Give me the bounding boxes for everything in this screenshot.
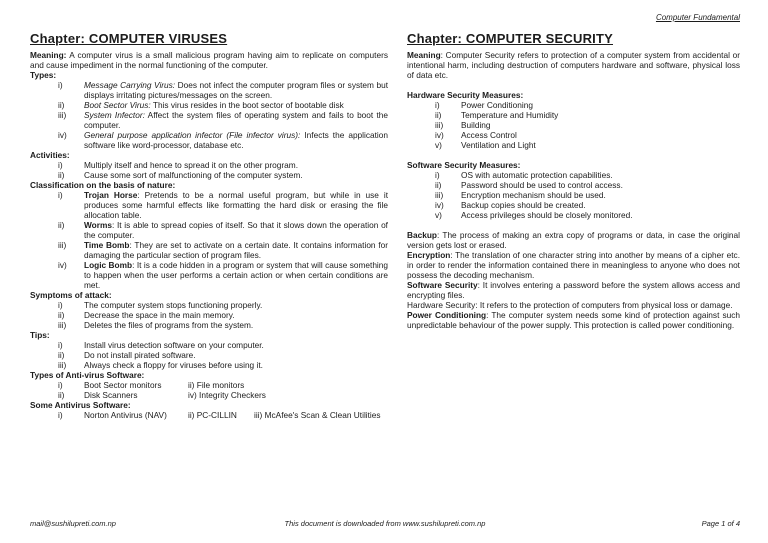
list-item xyxy=(30,390,388,400)
text-run: Trojan Horse xyxy=(84,190,138,200)
right-column xyxy=(407,31,740,420)
list-item-number: ii) xyxy=(435,110,442,120)
list-item xyxy=(30,80,388,100)
section-label: Types of Anti-virus Software: xyxy=(30,370,145,380)
paragraph xyxy=(30,50,388,70)
footer-page-number: Page 1 of 4 xyxy=(701,519,740,528)
list-item xyxy=(30,310,388,320)
text-run: Ventilation and Light xyxy=(461,140,536,150)
list-item xyxy=(30,320,388,330)
page-footer xyxy=(30,519,740,528)
list-item-cell: ii) File monitors xyxy=(188,380,245,390)
list-item-text xyxy=(84,220,388,240)
list-item xyxy=(30,130,388,150)
blank-line xyxy=(407,150,740,160)
numbered-list xyxy=(30,340,388,370)
list-item-text xyxy=(461,120,740,130)
text-run: : The process of making an extra copy of programs or data, in case the original version gets lost or erased. xyxy=(407,230,740,250)
list-item-text xyxy=(84,350,388,360)
text-run: Power Conditioning xyxy=(461,100,533,110)
text-run: Install virus detection software on your computer. xyxy=(84,340,264,350)
list-item-text xyxy=(461,100,740,110)
list-item xyxy=(407,110,740,120)
list-item xyxy=(30,340,388,350)
list-item-cell: Norton Antivirus (NAV) xyxy=(84,410,167,420)
list-item-text xyxy=(84,380,388,390)
list-item-cell: iii) McAfee's Scan & Clean Utilities xyxy=(254,410,381,420)
text-run: : It is a code hidden in a program or system that will cause something to happen when the user performs a certain action or when certain conditions are met. xyxy=(84,260,389,290)
list-item-cell: Boot Sector monitors xyxy=(84,380,162,390)
list-item xyxy=(407,190,740,200)
text-run: Does not infect the computer program files or system but displays irritating pictures/messages on the screen. xyxy=(84,80,389,100)
list-item-text xyxy=(84,320,388,330)
text-run: The computer system stops functioning properly. xyxy=(84,300,263,310)
list-item-number: iii) xyxy=(58,110,67,120)
list-item xyxy=(407,120,740,130)
list-item xyxy=(30,260,388,290)
text-run: Logic Bomb xyxy=(84,260,133,270)
text-run: : They are set to activate on a certain date. It contains information for damaging the particular section of program files. xyxy=(84,240,388,260)
numbered-list xyxy=(30,410,388,420)
list-item-text xyxy=(84,170,388,180)
list-item-number: ii) xyxy=(58,220,65,230)
list-item xyxy=(30,100,388,110)
list-item-text xyxy=(84,360,388,370)
text-run: This virus resides in the boot sector of bootable disk xyxy=(150,100,344,110)
right-column-blocks xyxy=(407,50,740,330)
text-run: Meaning: xyxy=(30,50,67,60)
text-run: Worms xyxy=(84,220,112,230)
text-run: Deletes the files of programs from the system. xyxy=(84,320,254,330)
text-run: Infects the application software like word-processor, database etc. xyxy=(84,130,389,150)
list-item-number: v) xyxy=(435,210,442,220)
list-item-number: iii) xyxy=(58,360,67,370)
text-run: Boot Sector Virus: xyxy=(84,100,151,110)
text-run: Multiply itself and hence to spread it on the other program. xyxy=(84,160,298,170)
list-item-number: i) xyxy=(435,170,440,180)
list-item-number: iv) xyxy=(435,130,444,140)
blank-line xyxy=(407,80,740,90)
text-run: : Pretends to be a normal useful program, but while in use it produces some harmful effects like formatting the hard disk or erasing the file allocation table. xyxy=(84,190,389,220)
text-run: Building xyxy=(461,120,491,130)
paragraph xyxy=(407,250,740,280)
list-item xyxy=(407,130,740,140)
list-item-text xyxy=(84,110,388,130)
list-item-text xyxy=(84,190,388,220)
list-item-number: i) xyxy=(58,340,63,350)
left-column xyxy=(30,31,388,420)
numbered-list xyxy=(30,380,388,400)
list-item-text xyxy=(84,390,388,400)
text-run: Backup xyxy=(407,230,437,240)
list-item-text xyxy=(461,210,740,220)
numbered-list xyxy=(30,300,388,330)
text-run: : Computer Security refers to protection of a computer system from accidental or intentional harm, including destruction of computers hardware and software, physical loss of data etc. xyxy=(407,50,740,80)
list-item-cell: iv) Integrity Checkers xyxy=(188,390,266,400)
list-item xyxy=(407,170,740,180)
list-item xyxy=(407,210,740,220)
content-columns xyxy=(30,31,740,420)
list-item-text xyxy=(461,110,740,120)
list-item xyxy=(407,140,740,150)
list-item-number: i) xyxy=(58,410,63,420)
list-item-number: iii) xyxy=(58,240,67,250)
text-run: Cause some sort of malfunctioning of the computer system. xyxy=(84,170,303,180)
left-column-blocks xyxy=(30,50,388,420)
list-item-number: ii) xyxy=(435,180,442,190)
list-item xyxy=(30,190,388,220)
text-run: : The translation of one character string into another by means of a cipher etc. in order to render the information contained there in meaningless to anyone who does not possess the decoding mechanism. xyxy=(407,250,740,280)
list-item xyxy=(30,300,388,310)
list-item-number: i) xyxy=(58,160,63,170)
text-run: : It is able to spread copies of itself. So that it slows down the operation of the computer. xyxy=(84,220,388,240)
text-run: Do not install pirated software. xyxy=(84,350,196,360)
list-item-number: ii) xyxy=(58,390,65,400)
text-run: Access Control xyxy=(461,130,517,140)
text-run: Access privileges should be closely monitored. xyxy=(461,210,633,220)
list-item xyxy=(30,160,388,170)
list-item-number: v) xyxy=(435,140,442,150)
list-item xyxy=(30,170,388,180)
text-run: Time Bomb xyxy=(84,240,130,250)
section-label: Software Security Measures: xyxy=(407,160,521,170)
list-item-cell: ii) PC-CILLIN xyxy=(188,410,237,420)
section-label: Classification on the basis of nature: xyxy=(30,180,176,190)
list-item-text xyxy=(84,160,388,170)
text-run: Software Security xyxy=(407,280,478,290)
list-item-number: i) xyxy=(435,100,440,110)
paragraph xyxy=(407,50,740,80)
list-item-text xyxy=(84,300,388,310)
text-run: Backup copies should be created. xyxy=(461,200,586,210)
list-item-number: ii) xyxy=(58,310,65,320)
text-run: Encryption xyxy=(407,250,451,260)
list-item-text xyxy=(84,80,388,100)
list-item-number: iii) xyxy=(435,190,444,200)
page-header-label: Computer Fundamental xyxy=(655,13,740,22)
section-label: Symptoms of attack: xyxy=(30,290,112,300)
numbered-list xyxy=(407,100,740,150)
list-item-text xyxy=(84,410,388,420)
paragraph xyxy=(407,230,740,250)
text-run: Power Conditioning xyxy=(407,310,487,320)
section-label: Some Antivirus Software: xyxy=(30,400,131,410)
list-item-text xyxy=(461,130,740,140)
list-item-text xyxy=(84,240,388,260)
section-label: Hardware Security Measures: xyxy=(407,90,524,100)
list-item-number: iii) xyxy=(435,120,444,130)
numbered-list xyxy=(30,190,388,290)
list-item xyxy=(30,380,388,390)
list-item-text xyxy=(84,100,388,110)
text-run: Temperature and Humidity xyxy=(461,110,559,120)
text-run: A computer virus is a small malicious program having aim to replicate on computers and cause impediment in the normal functioning of the computer. xyxy=(30,50,388,70)
list-item xyxy=(30,410,388,420)
text-run: Password should be used to control access. xyxy=(461,180,623,190)
list-item-number: i) xyxy=(58,380,63,390)
text-run: Encryption mechanism should be used. xyxy=(461,190,606,200)
list-item-number: i) xyxy=(58,300,63,310)
list-item-text xyxy=(461,180,740,190)
text-run: Decrease the space in the main memory. xyxy=(84,310,235,320)
list-item xyxy=(30,110,388,130)
list-item-text xyxy=(461,170,740,180)
list-item-number: ii) xyxy=(58,170,65,180)
list-item xyxy=(30,360,388,370)
text-run: OS with automatic protection capabilities. xyxy=(461,170,613,180)
paragraph xyxy=(407,280,740,300)
list-item xyxy=(30,240,388,260)
list-item-text xyxy=(84,260,388,290)
list-item xyxy=(407,180,740,190)
list-item-number: i) xyxy=(58,190,63,200)
list-item-number: iv) xyxy=(435,200,444,210)
chapter-title-computer-viruses: Chapter: COMPUTER VIRUSES xyxy=(30,31,228,46)
list-item-text xyxy=(461,140,740,150)
list-item-cell: Disk Scanners xyxy=(84,390,138,400)
text-run: General purpose application infector (File infector virus): xyxy=(84,130,301,140)
text-run: Always check a floppy for viruses before using it. xyxy=(84,360,263,370)
list-item-text xyxy=(84,310,388,320)
text-run: Message Carrying Virus: xyxy=(84,80,176,90)
text-run: Meaning xyxy=(407,50,441,60)
blank-line xyxy=(407,220,740,230)
paragraph xyxy=(407,300,740,310)
text-run: Hardware Security: It refers to the protection of computers from physical loss or damage. xyxy=(407,300,733,310)
list-item xyxy=(407,100,740,110)
text-run: Affect the system files of operating system and fails to boot the computer. xyxy=(84,110,388,130)
list-item-text xyxy=(84,340,388,350)
list-item-number: iv) xyxy=(58,130,67,140)
text-run: : It involves entering a password before the system allows access and encrypting files. xyxy=(407,280,740,300)
numbered-list xyxy=(30,160,388,180)
section-label: Activities: xyxy=(30,150,70,160)
text-run: System Infector: xyxy=(84,110,145,120)
section-label: Types: xyxy=(30,70,57,80)
list-item-number: iv) xyxy=(58,260,67,270)
list-item-text xyxy=(461,200,740,210)
footer-email: mail@sushilupreti.com.np xyxy=(30,519,116,528)
list-item xyxy=(407,200,740,210)
paragraph xyxy=(407,310,740,330)
text-run: : The computer system needs some kind of protection against such unpredictable behaviour of the power supply. This protection is called power conditioning. xyxy=(407,310,740,330)
list-item-text xyxy=(461,190,740,200)
list-item xyxy=(30,350,388,360)
numbered-list xyxy=(407,170,740,220)
list-item-number: i) xyxy=(58,80,63,90)
chapter-title-computer-security: Chapter: COMPUTER SECURITY xyxy=(407,31,613,46)
numbered-list xyxy=(30,80,388,150)
list-item-number: iii) xyxy=(58,320,67,330)
list-item-text xyxy=(84,130,388,150)
list-item-number: ii) xyxy=(58,100,65,110)
section-label: Tips: xyxy=(30,330,50,340)
list-item xyxy=(30,220,388,240)
list-item-number: ii) xyxy=(58,350,65,360)
footer-source-note: This document is downloaded from www.sushilupreti.com.np xyxy=(284,519,486,528)
